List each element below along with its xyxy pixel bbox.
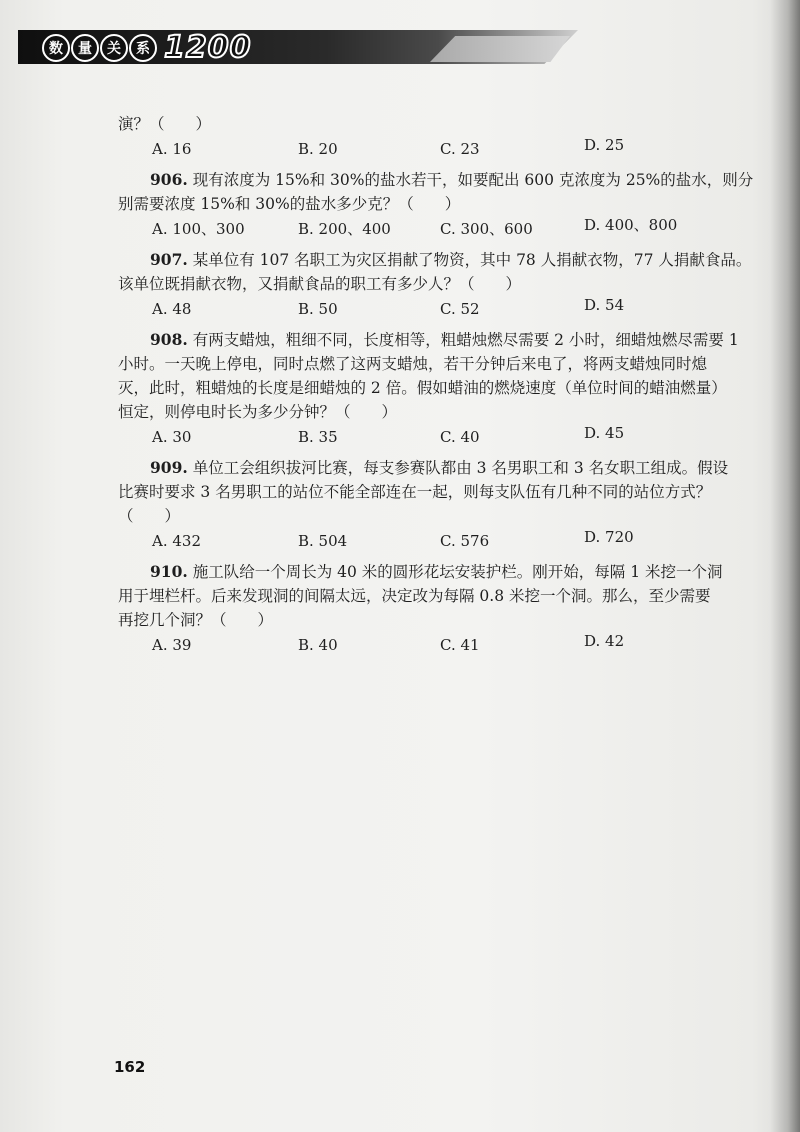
question-906-line-1 <box>118 168 754 192</box>
question-list <box>118 112 754 664</box>
question-text: 施工队给一个周长为 40 米的圆形花坛安装护栏。刚开始，每隔 1 米挖一个洞 <box>192 563 723 581</box>
option-d: D. 42 <box>584 632 625 650</box>
question-number: 908. <box>150 330 188 349</box>
binding-shadow <box>770 0 800 1132</box>
option-b: B. 200、400 <box>298 220 391 238</box>
option-row <box>118 218 746 242</box>
option-d: D. 400、800 <box>584 216 678 234</box>
option-a: A. 48 <box>152 300 192 318</box>
header-title-char: 关 <box>100 34 128 62</box>
option-c: C. 300、600 <box>440 220 533 238</box>
question-907-line-2: 该单位既捐献衣物，又捐献食品的职工有多少人？（ ） <box>118 275 522 293</box>
option-b: B. 504 <box>298 532 348 550</box>
question-text: 现有浓度为 15%和 30%的盐水若干，如要配出 600 克浓度为 25%的盐水，则分 <box>192 171 754 189</box>
question-number: 906. <box>150 170 188 189</box>
question-text: 单位工会组织拔河比赛，每支参赛队都由 3 名男职工和 3 名女职工组成。假设 <box>192 459 729 477</box>
option-d: D. 720 <box>584 528 634 546</box>
option-b: B. 40 <box>298 636 338 654</box>
header-title-char: 数 <box>42 34 70 62</box>
option-d: D. 45 <box>584 424 625 442</box>
question-908-line-1 <box>118 328 746 352</box>
header-logo <box>42 30 252 65</box>
option-a: A. 39 <box>152 636 192 654</box>
option-c: C. 40 <box>440 428 480 446</box>
question-text: 某单位有 107 名职工为灾区捐献了物资，其中 78 人捐献衣物，77 人捐献食品。 <box>192 251 752 269</box>
question-908-line-4: 恒定，则停电时长为多少分钟？（ ） <box>118 403 398 421</box>
question-number: 907. <box>150 250 188 269</box>
question-number: 910. <box>150 562 188 581</box>
option-a: A. 30 <box>152 428 192 446</box>
header-title-char: 量 <box>71 34 99 62</box>
option-d: D. 25 <box>584 136 625 154</box>
page-number: 162 <box>114 1058 146 1076</box>
option-row <box>118 298 746 322</box>
question-910-line-2: 用于埋栏杆。后来发现洞的间隔太远，决定改为每隔 0.8 米挖一个洞。那么，至少需要 <box>118 587 711 605</box>
option-b: B. 50 <box>298 300 338 318</box>
option-a: A. 16 <box>152 140 192 158</box>
option-row <box>118 634 746 658</box>
question-908-line-3: 灭，此时，粗蜡烛的长度是细蜡烛的 2 倍。假如蜡油的燃烧速度（单位时间的蜡油燃量） <box>118 379 727 397</box>
option-row <box>118 138 746 162</box>
question-909-line-3: （ ） <box>118 507 181 525</box>
question-909-line-2: 比赛时要求 3 名男职工的站位不能全部连在一起，则每支队伍有几种不同的站位方式？ <box>118 483 712 501</box>
option-d: D. 54 <box>584 296 625 314</box>
option-c: C. 576 <box>440 532 490 550</box>
option-b: B. 35 <box>298 428 338 446</box>
question-909-line-1 <box>118 456 746 480</box>
question-907-line-1 <box>118 248 752 272</box>
question-910-line-3: 再挖几个洞？（ ） <box>118 611 274 629</box>
option-row <box>118 426 746 450</box>
option-row <box>118 530 746 554</box>
option-a: A. 432 <box>152 532 201 550</box>
header-title-char: 系 <box>129 34 157 62</box>
question-906-line-2: 别需要浓度 15%和 30%的盐水多少克？（ ） <box>118 195 461 213</box>
question-number: 909. <box>150 458 188 477</box>
option-c: C. 52 <box>440 300 480 318</box>
option-a: A. 100、300 <box>152 220 245 238</box>
question-910-line-1 <box>118 560 746 584</box>
question-908-line-2: 小时。一天晚上停电，同时点燃了这两支蜡烛，若干分钟后来电了，将两支蜡烛同时熄 <box>118 355 708 373</box>
question-text: 有两支蜡烛，粗细不同，长度相等，粗蜡烛燃尽需要 2 小时，细蜡烛燃尽需要 1 <box>192 331 739 349</box>
header-title-number: 1200 <box>164 30 252 65</box>
option-b: B. 20 <box>298 140 338 158</box>
question-continuation: 演？（ ） <box>118 115 212 133</box>
option-c: C. 23 <box>440 140 480 158</box>
option-c: C. 41 <box>440 636 480 654</box>
